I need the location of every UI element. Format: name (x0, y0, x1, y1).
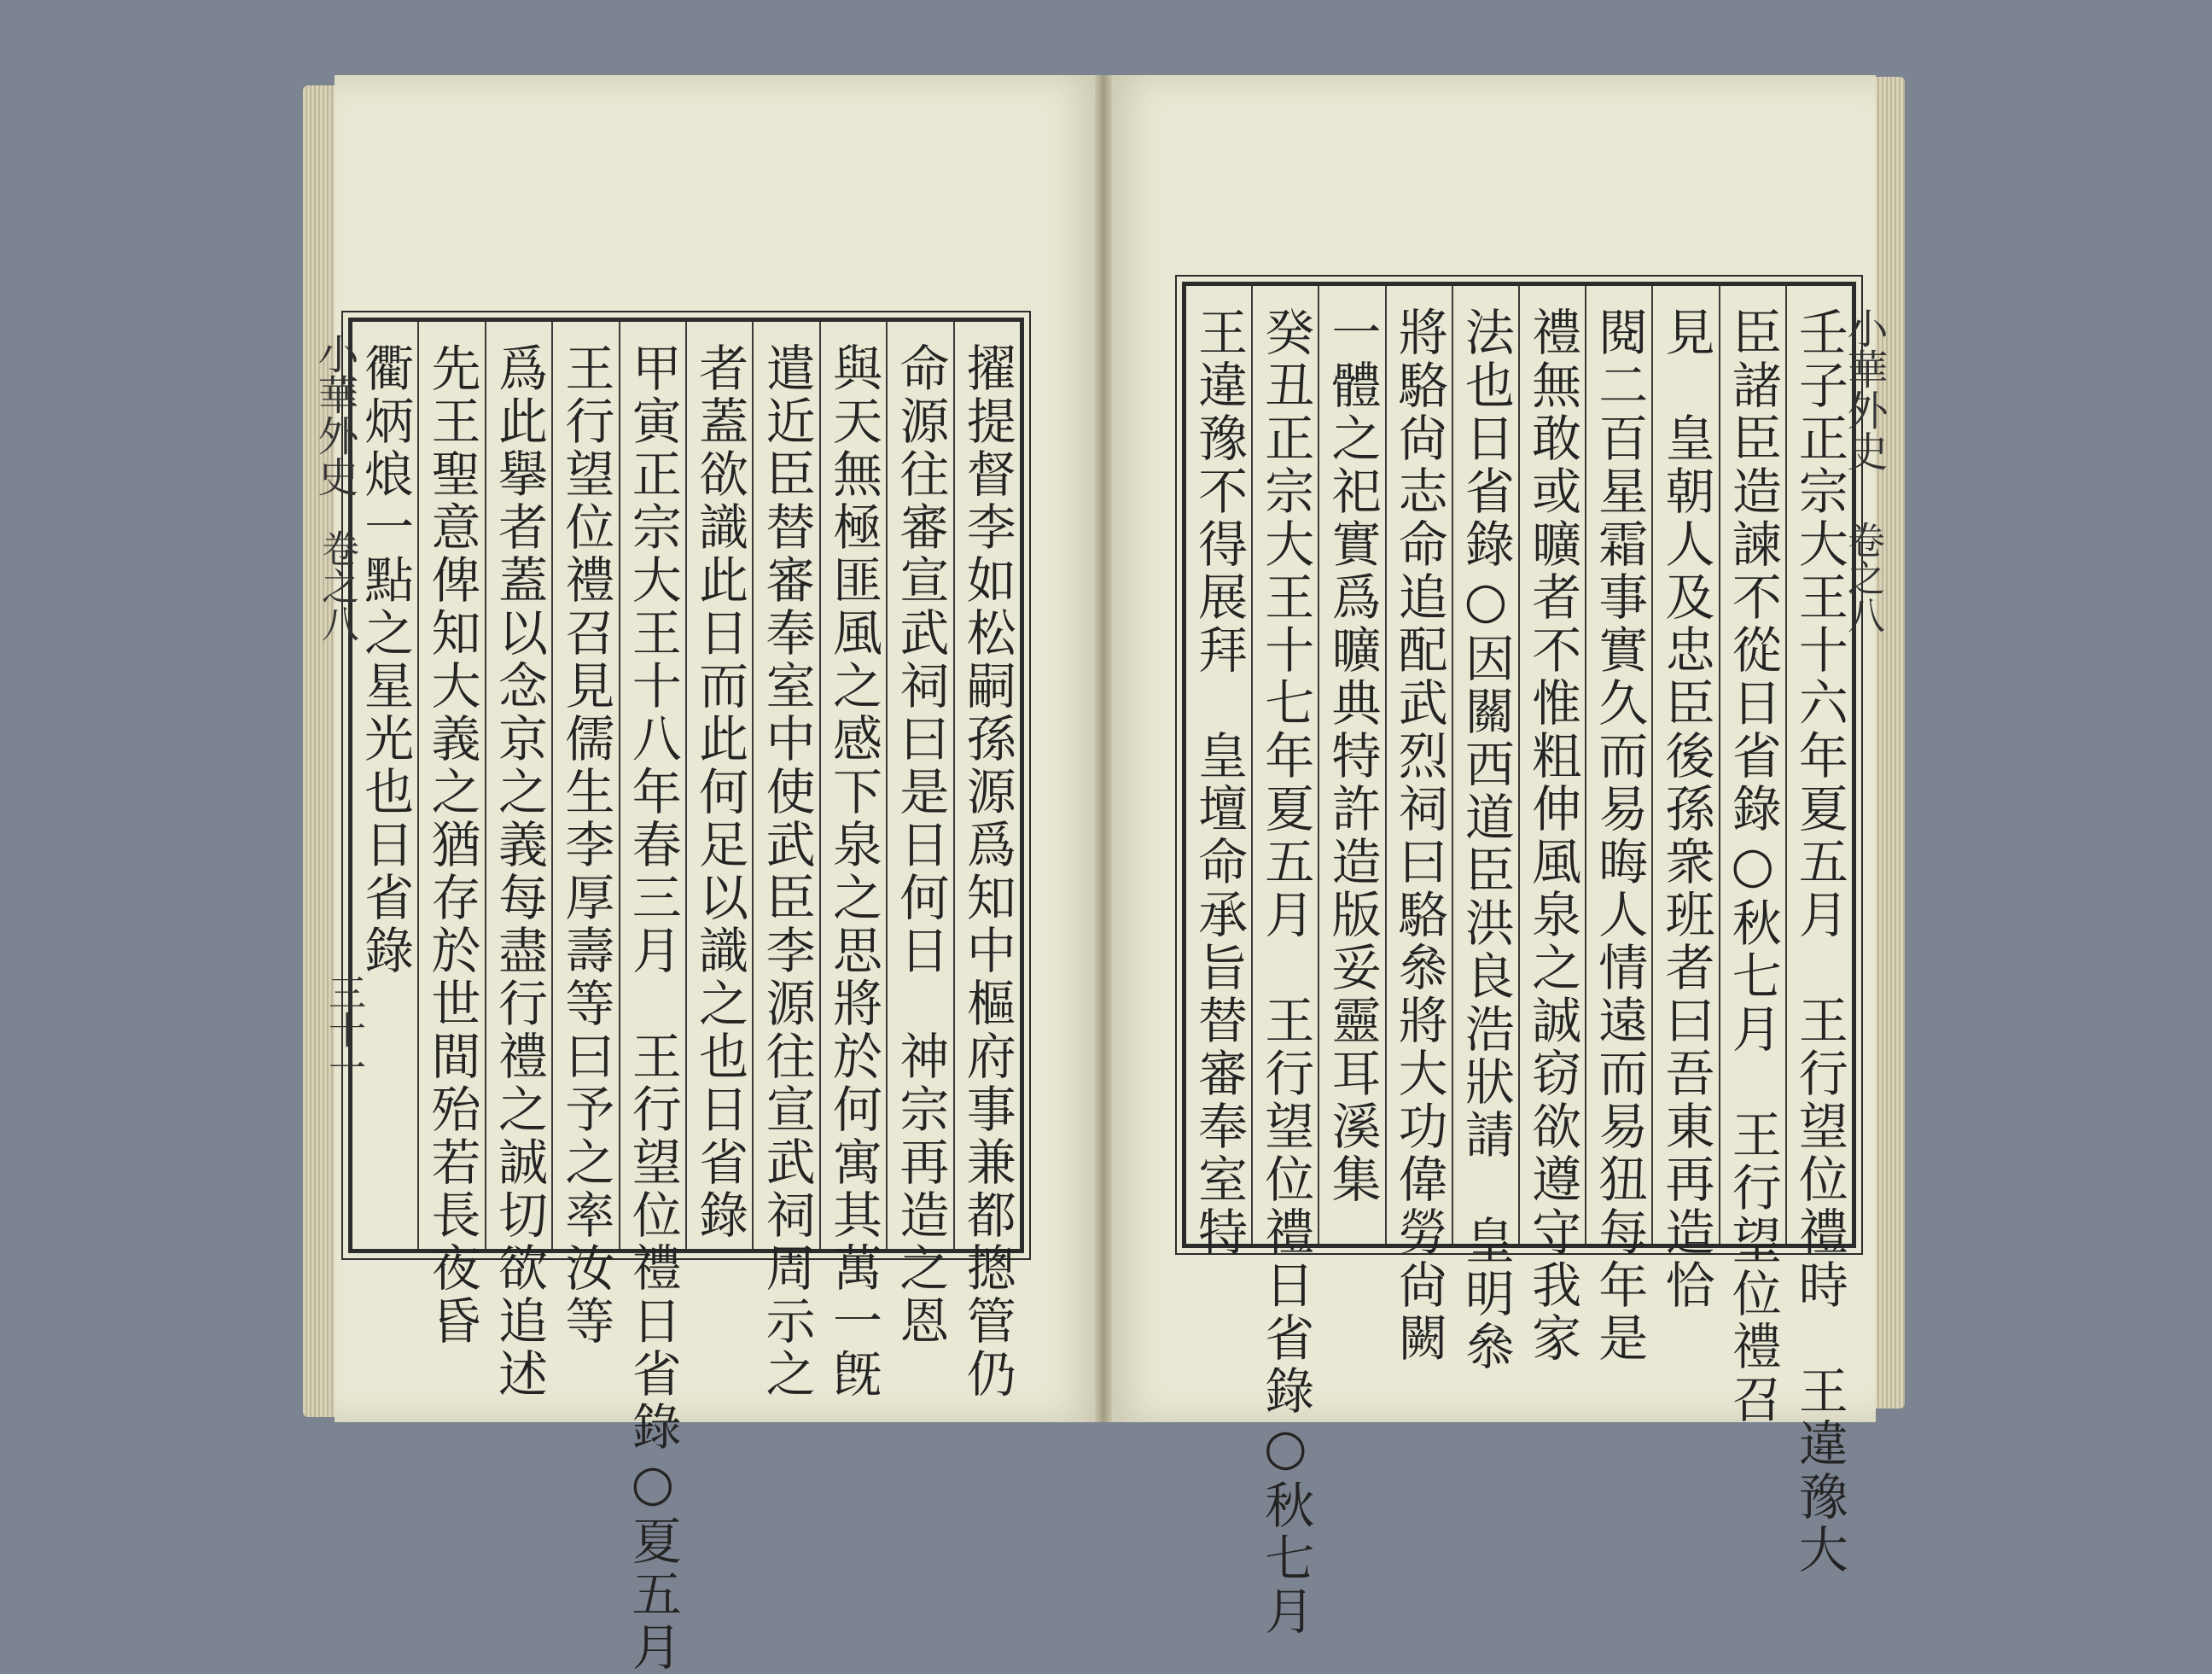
left-column (819, 322, 886, 1401)
left-column (752, 322, 818, 1401)
left-column (551, 322, 618, 1348)
right-column-text: 一體之祀實爲曠典特許造版妥靈耳溪集 (1323, 306, 1382, 1206)
left-column (886, 322, 952, 1348)
right-column (1585, 286, 1651, 1365)
right-column-text: 癸丑正宗大王十七年夏五月 王行望位禮日省錄○秋七月 (1256, 306, 1315, 1638)
left-page-number: 三十一 (322, 973, 365, 1086)
right-column-text: 臣諸臣造諫不從日省錄○秋七月 王行望位禮召 (1723, 306, 1782, 1426)
left-text-frame (348, 318, 1024, 1674)
right-column (1719, 286, 1785, 1426)
left-column-text: 者蓋欲識此日而此何足以識之也日省錄 (690, 342, 749, 1242)
left-column-text: 爲此擧者蓋以念京之義每盡行禮之誠切欲追述 (489, 342, 548, 1401)
right-column-text: 壬子正宗大王十六年夏五月 王行望位禮時 王違豫大 (1790, 306, 1848, 1577)
left-column (953, 322, 1020, 1401)
right-columns (1186, 286, 1852, 1638)
right-column (1385, 286, 1452, 1365)
right-column-text: 王違豫不得展拜 皇壇命承旨替審奉室特 (1190, 306, 1249, 1259)
right-page-edges (1871, 77, 1905, 1409)
right-column-text: 將駱尙志命追配武烈祠曰駱叅將大功偉勞尙闕 (1389, 306, 1448, 1365)
left-column (619, 322, 685, 1674)
right-column (1251, 286, 1318, 1638)
left-column-text: 遣近臣替審奉室中使武臣李源往宣武祠周示之 (757, 342, 816, 1401)
left-page-edges (303, 85, 337, 1417)
right-column (1186, 286, 1251, 1259)
left-margin-title: 小華外史 (311, 333, 358, 497)
left-margin-volume: 卷之八 (315, 529, 358, 642)
right-text-frame (1182, 282, 1856, 1638)
left-column (485, 322, 551, 1401)
book-gutter (1095, 75, 1112, 1422)
right-column-text: 禮無敢或曠者不惟粗伸風泉之誠窃欲遵守我家 (1523, 306, 1582, 1365)
left-column-text: 甲寅正宗大王十八年春三月 王行望位禮日省錄○夏五月 (623, 342, 682, 1674)
left-column-text: 王行望位禮召見儒生李厚壽等曰予之率汝等 (556, 342, 615, 1348)
right-column (1452, 286, 1518, 1374)
right-column-text: 見 皇朝人及忠臣後孫衆班者曰吾東再造恰 (1656, 306, 1715, 1312)
left-column-text: 衢炳烺一點之星光也日省錄 (356, 342, 415, 977)
left-column-text: 先王聖意俾知大義之猶存於世間殆若長夜昏 (422, 342, 481, 1348)
left-columns (352, 322, 1020, 1674)
right-column (1318, 286, 1384, 1244)
left-column (417, 322, 484, 1348)
left-column-text: 擢提督李如松嗣孫源爲知中樞府事兼都摠管仍 (958, 342, 1016, 1401)
left-column-text: 與天無極匪風之感下泉之思將於何寓其萬一旣 (824, 342, 882, 1401)
right-column (1518, 286, 1585, 1365)
left-column (685, 322, 752, 1249)
left-column-text: 命源往審宣武祠曰是日何日 神宗再造之恩 (891, 342, 950, 1348)
right-column (1651, 286, 1718, 1312)
right-margin-volume: 卷之八 (1841, 521, 1884, 633)
right-column-text: 法也日省錄○因關西道臣洪良浩狀請 皇明叅 (1456, 306, 1515, 1374)
right-margin-title: 小華外史 (1840, 307, 1888, 471)
right-column-text: 閱二百星霜事實久而易晦人情遠而易狃每年是 (1590, 306, 1649, 1365)
